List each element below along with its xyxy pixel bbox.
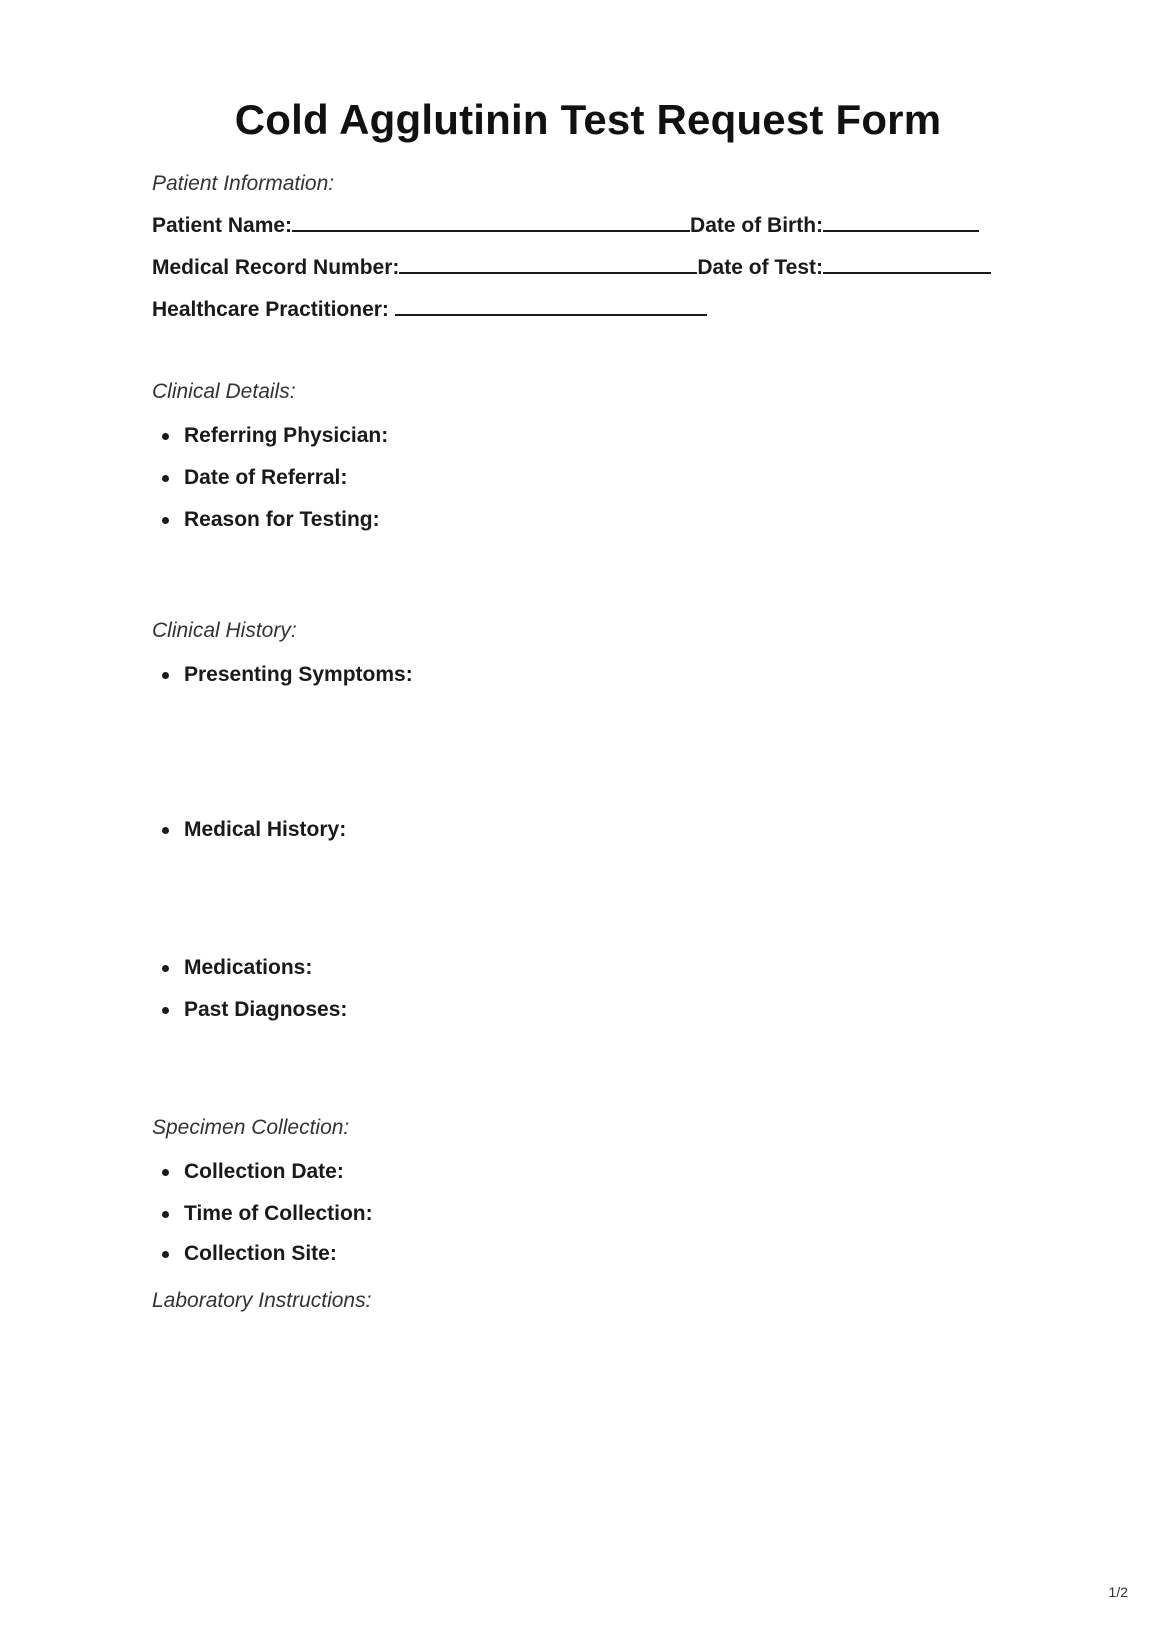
bullet-label: Referring Physician: xyxy=(184,424,389,447)
bullet-icon xyxy=(162,1169,169,1176)
bullet-icon xyxy=(162,672,169,679)
section-heading-patient-information: Patient Information: xyxy=(152,172,335,195)
date-of-birth-label: Date of Birth: xyxy=(690,214,824,237)
section-heading-specimen-collection: Specimen Collection: xyxy=(152,1116,350,1139)
bullet-icon xyxy=(162,965,169,972)
bullet-label: Presenting Symptoms: xyxy=(184,663,413,686)
medical-record-number-label: Medical Record Number: xyxy=(152,256,400,279)
date-of-test-label: Date of Test: xyxy=(697,256,824,279)
medical-record-row xyxy=(152,256,991,280)
section-heading-clinical-details: Clinical Details: xyxy=(152,380,296,403)
bullet-icon xyxy=(162,827,169,834)
page-title: Cold Agglutinin Test Request Form xyxy=(234,96,942,143)
bullet-icon xyxy=(162,475,169,482)
healthcare-practitioner-label: Healthcare Practitioner: xyxy=(152,298,395,321)
patient-name-row xyxy=(152,214,979,238)
bullet-label: Collection Site: xyxy=(184,1242,337,1265)
healthcare-practitioner-field[interactable] xyxy=(395,298,707,316)
date-of-birth-field[interactable] xyxy=(823,214,979,232)
patient-name-field[interactable] xyxy=(292,214,690,232)
bullet-label: Past Diagnoses: xyxy=(184,998,348,1021)
section-heading-clinical-history: Clinical History: xyxy=(152,619,297,642)
bullet-label: Medications: xyxy=(184,956,313,979)
patient-name-label: Patient Name: xyxy=(152,214,293,237)
bullet-icon xyxy=(162,1251,169,1258)
bullet-icon xyxy=(162,1211,169,1218)
date-of-test-field[interactable] xyxy=(823,256,991,274)
healthcare-practitioner-row xyxy=(152,298,707,322)
bullet-icon xyxy=(162,1007,169,1014)
bullet-icon xyxy=(162,433,169,440)
bullet-label: Date of Referral: xyxy=(184,466,348,489)
bullet-label: Medical History: xyxy=(184,818,347,841)
section-heading-laboratory-instructions: Laboratory Instructions: xyxy=(152,1289,372,1312)
page-number: 1/2 xyxy=(1108,1584,1128,1600)
bullet-label: Time of Collection: xyxy=(184,1202,373,1225)
bullet-label: Collection Date: xyxy=(184,1160,344,1183)
bullet-label: Reason for Testing: xyxy=(184,508,380,531)
medical-record-number-field[interactable] xyxy=(399,256,697,274)
bullet-icon xyxy=(162,517,169,524)
